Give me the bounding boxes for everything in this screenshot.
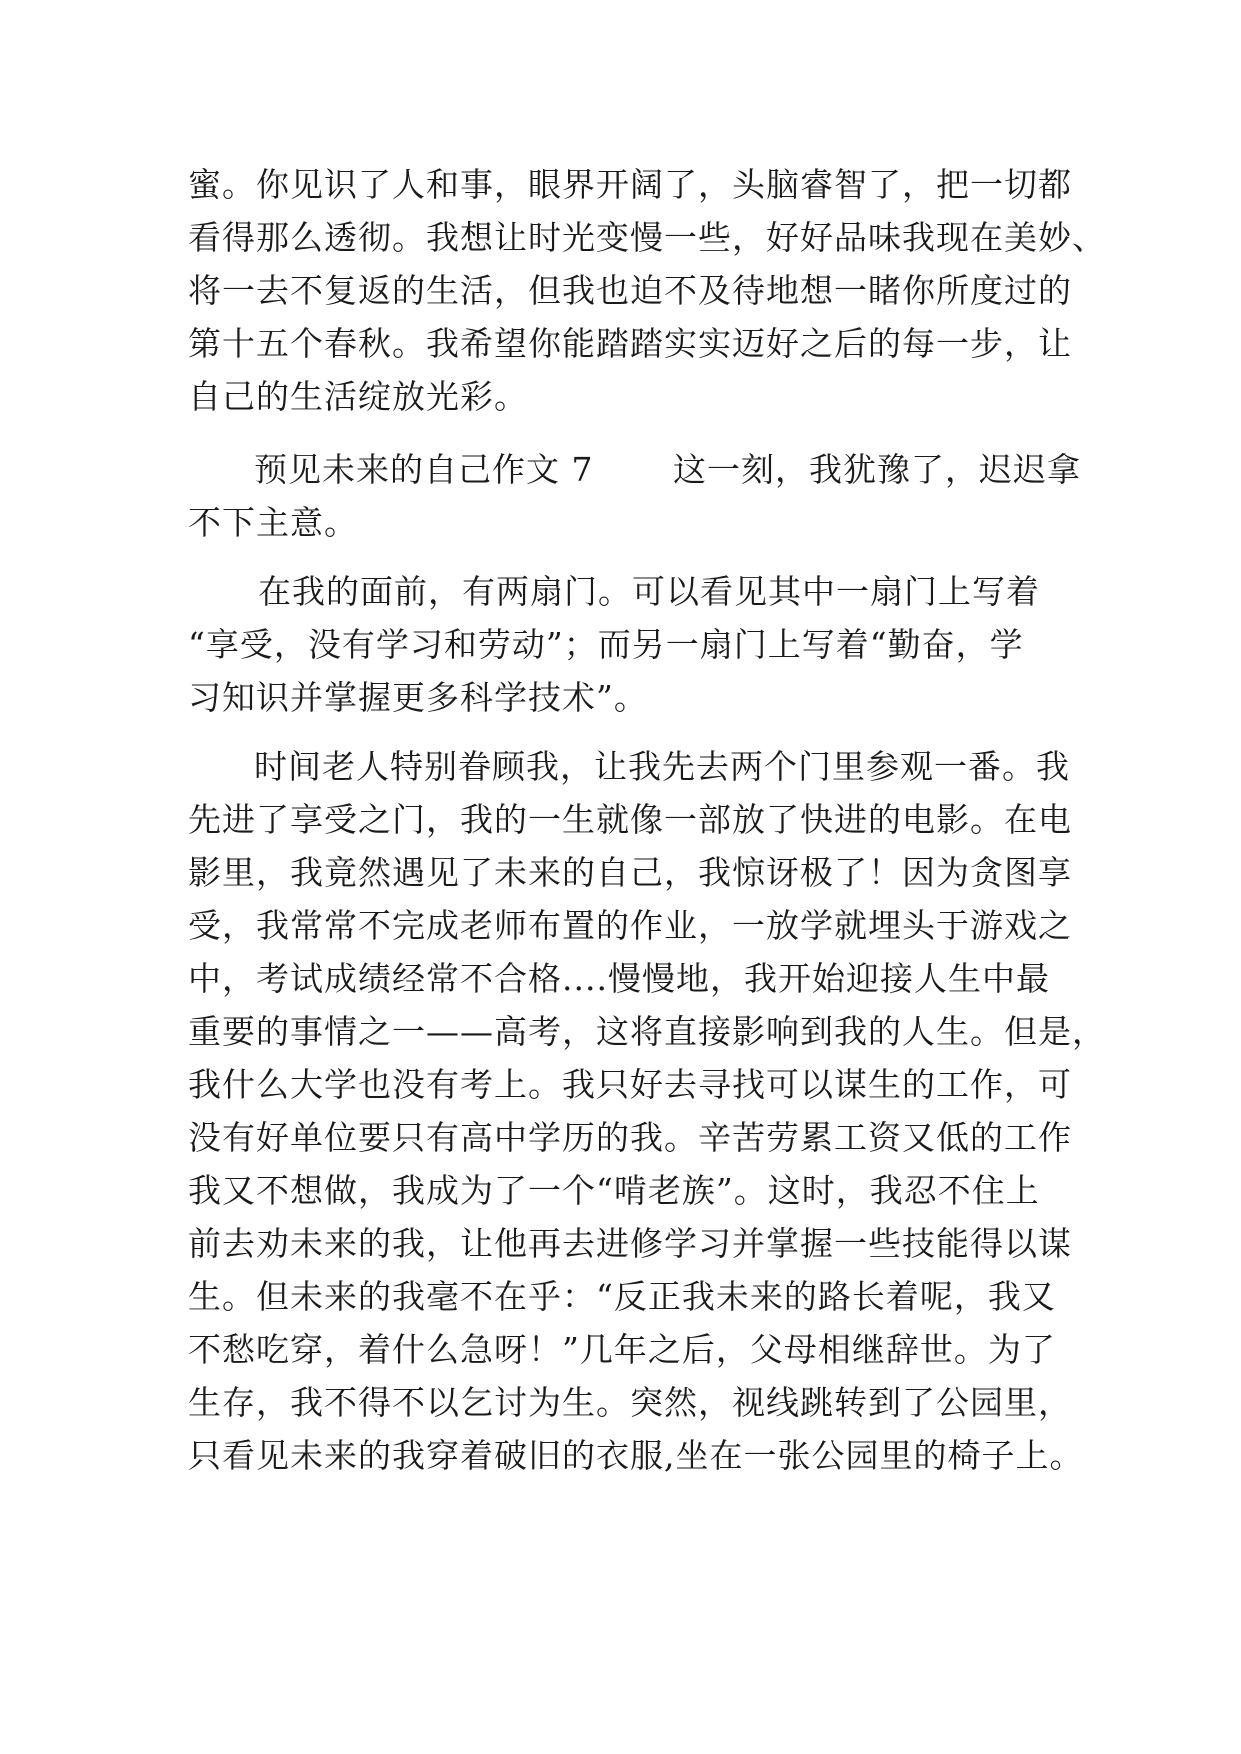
text-line: 重要的事情之一——高考，这将直接影响到我的人生。但是， — [188, 1012, 1106, 1051]
section-heading-line: 预见未来的自己作文 7 这一刻，我犹豫了，迟迟拿 — [254, 450, 1081, 489]
text-line: 生。但未来的我毫不在乎：“反正我未来的路长着呢，我又 — [188, 1277, 1056, 1316]
text-line: 自己的生活绽放光彩。 — [188, 377, 528, 416]
text-line: 受，我常常不完成老师布置的作业，一放学就埋头于游戏之 — [188, 906, 1072, 945]
text-line: 没有好单位要只有高中学历的我。辛苦劳累工资又低的工作 — [188, 1118, 1072, 1157]
text-line: 第十五个春秋。我希望你能踏踏实实迈好之后的每一步，让 — [188, 324, 1072, 363]
text-line: 中，考试成绩经常不合格....慢慢地，我开始迎接人生中最 — [188, 959, 1050, 998]
text-line: 生存，我不得不以乞讨为生。突然，视线跳转到了公园里， — [188, 1383, 1072, 1422]
text-line: 我又不想做，我成为了一个“啃老族”。这时，我忍不住上 — [188, 1171, 1040, 1210]
text-line: 蜜。你见识了人和事，眼界开阔了，头脑睿智了，把一切都 — [188, 165, 1072, 204]
text-line: 前去劝未来的我，让他再去进修学习并掌握一些技能得以谋 — [188, 1224, 1072, 1263]
text-line: 影里，我竟然遇见了未来的自己，我惊讶极了！因为贪图享 — [188, 853, 1072, 892]
text-line: 只看见未来的我穿着破旧的衣服,坐在一张公园里的椅子上。 — [188, 1436, 1084, 1475]
paragraph-first-line: 时间老人特别眷顾我，让我先去两个门里参观一番。我 — [254, 747, 1070, 786]
text-line: 将一去不复返的生活，但我也迫不及待地想一睹你所度过的 — [188, 271, 1072, 310]
text-line: 看得那么透彻。我想让时光变慢一些，好好品味我现在美妙、 — [188, 218, 1106, 257]
text-line: 先进了享受之门，我的一生就像一部放了快进的电影。在电 — [188, 800, 1072, 839]
text-line: 不下主意。 — [188, 503, 358, 542]
text-line: 习知识并掌握更多科学技术”。 — [188, 678, 648, 717]
text-line: 不愁吃穿，着什么急呀！”几年之后，父母相继辞世。为了 — [188, 1330, 1056, 1369]
text-line: 我什么大学也没有考上。我只好去寻找可以谋生的工作，可 — [188, 1065, 1072, 1104]
text-line: “享受，没有学习和劳动”；而另一扇门上写着“勤奋，学 — [188, 625, 1024, 664]
paragraph-first-line: 在我的面前，有两扇门。可以看见其中一扇门上写着 — [258, 572, 1040, 611]
